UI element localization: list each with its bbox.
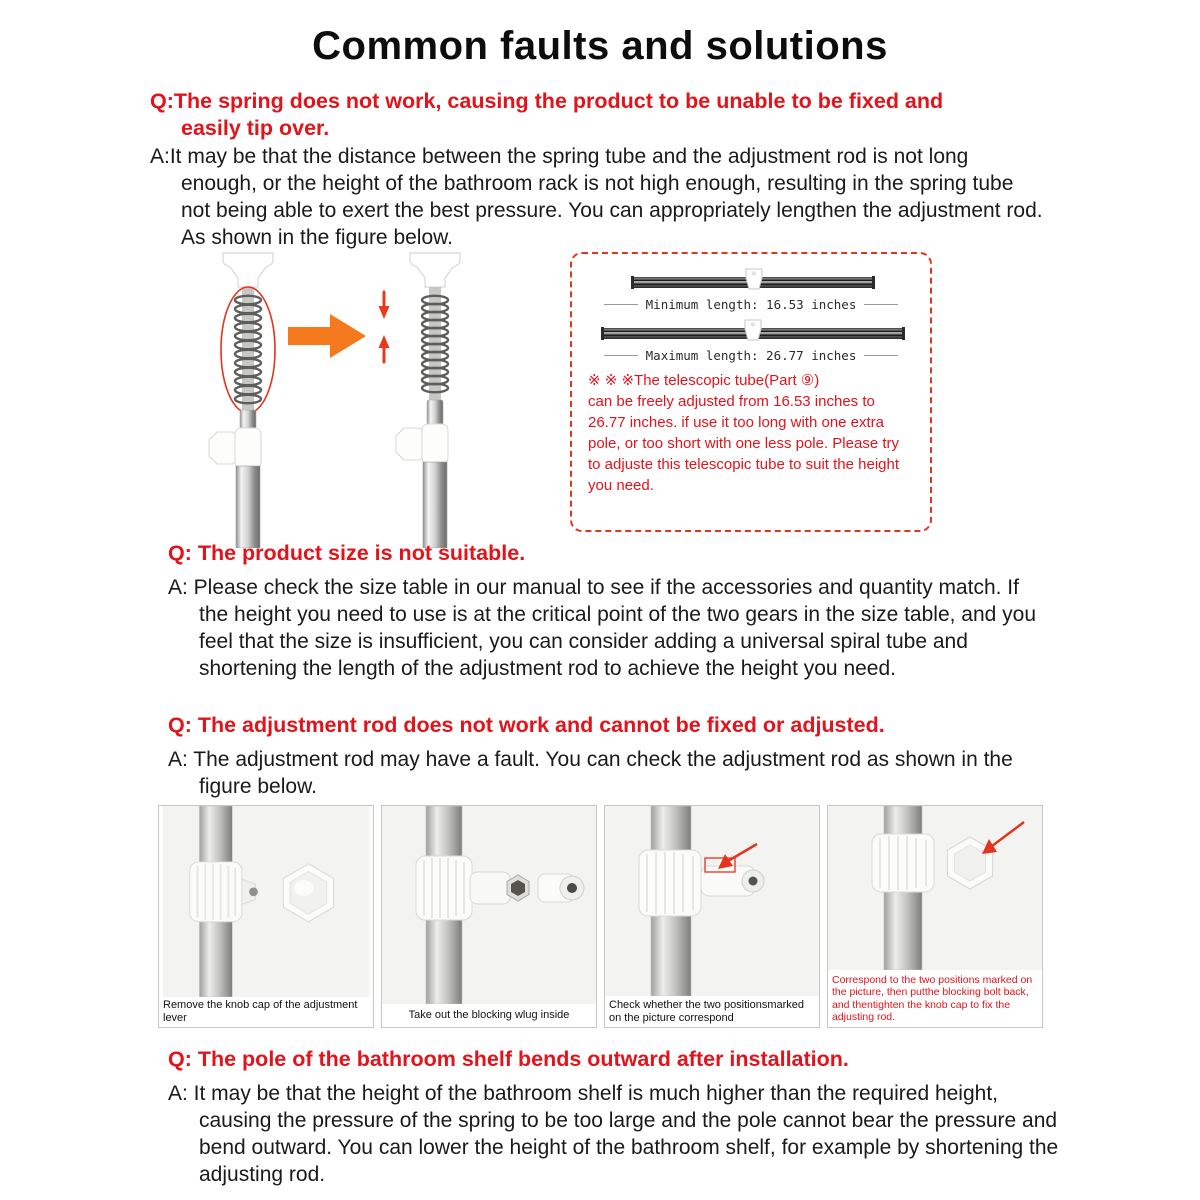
rod-min-illustration xyxy=(588,266,918,296)
question-1: Q:The spring does not work, causing the product to be unable to be fixed and easily tip over. xyxy=(150,89,944,140)
page-title: Common faults and solutions xyxy=(312,24,888,68)
pole-extended-illustration xyxy=(370,250,480,548)
answer-2: A: Please check the size table in our manual to see if the accessories and quantity match. If the height you need to use is at the critical point of the two gears in the size table, and you feel that the size is insufficient, you can consider adding a universal spiral tube and shortening the length of the adjustment rod to achieve the height you need. xyxy=(168,576,1037,680)
adjustment-rod-steps xyxy=(158,805,1046,1028)
telescopic-note-heading: ※ ※ ※The telescopic tube(Part ⑨) xyxy=(588,372,820,389)
panel-caption-4: Correspond to the two positions marked on the picture, then putthe blocking bolt back, and thentighten the knob cap to fix the adjusting rod. xyxy=(828,970,1042,1027)
compress-arrows-icon xyxy=(379,292,390,362)
rod-max-label-row xyxy=(588,348,914,363)
panel-step-1 xyxy=(158,805,374,1028)
question-2: Q: The product size is not suitable. xyxy=(168,541,526,565)
pole-short-illustration xyxy=(203,250,293,548)
telescopic-note-box xyxy=(570,252,932,532)
telescopic-note xyxy=(588,370,914,496)
rod-min-label-row xyxy=(588,297,914,312)
answer-4: A: It may be that the height of the bathroom shelf is much higher than the required height, causing the pressure of the spring to be too large and the pole cannot bear the pressure and bend outward. You can lower the height of the bathroom shelf, for example by shortening the adjusting rod. xyxy=(168,1082,1059,1186)
panel-image-knob-cap-removed xyxy=(159,806,373,997)
panel-step-2 xyxy=(381,805,597,1028)
question-4: Q: The pole of the bathroom shelf bends outward after installation. xyxy=(168,1047,849,1071)
answer-1: A:It may be that the distance between the spring tube and the adjustment rod is not long enough, or the height of the bathroom rack is not high enough, resulting in the spring tube not being able to exert the best pressure. You can appropriately lengthen the adjustment rod. As shown in the figure below. xyxy=(150,145,1043,249)
question-3: Q: The adjustment rod does not work and cannot be fixed or adjusted. xyxy=(168,713,885,737)
extend-arrow-icon xyxy=(288,310,368,362)
panel-caption-2: Take out the blocking wlug inside xyxy=(382,1004,596,1027)
pole-top-cap xyxy=(410,253,460,287)
panel-caption-1: Remove the knob cap of the adjustment lever xyxy=(159,997,373,1027)
pole-top-cap xyxy=(223,253,273,287)
rod-max-label: Maximum length: 26.77 inches xyxy=(645,348,857,363)
panel-caption-3: Check whether the two positionsmarked on the picture correspond xyxy=(605,996,819,1027)
answer-3: A: The adjustment rod may have a fault. You can check the adjustment rod as shown in the figure below. xyxy=(168,748,1013,798)
rod-min-label: Minimum length: 16.53 inches xyxy=(645,297,857,312)
panel-step-4 xyxy=(827,805,1043,1028)
panel-image-tighten-knob xyxy=(828,806,1042,970)
telescopic-note-body: can be freely adjusted from 16.53 inches to 26.77 inches. if use it too long with one extra pole, or too short with one less pole. Please try to adjuste this telescopic tube to suit the height you need. xyxy=(588,393,900,494)
panel-image-check-positions xyxy=(605,806,819,996)
rod-max-illustration xyxy=(588,317,918,347)
panel-image-blocking-plug-out xyxy=(382,806,596,1004)
panel-step-3 xyxy=(604,805,820,1028)
